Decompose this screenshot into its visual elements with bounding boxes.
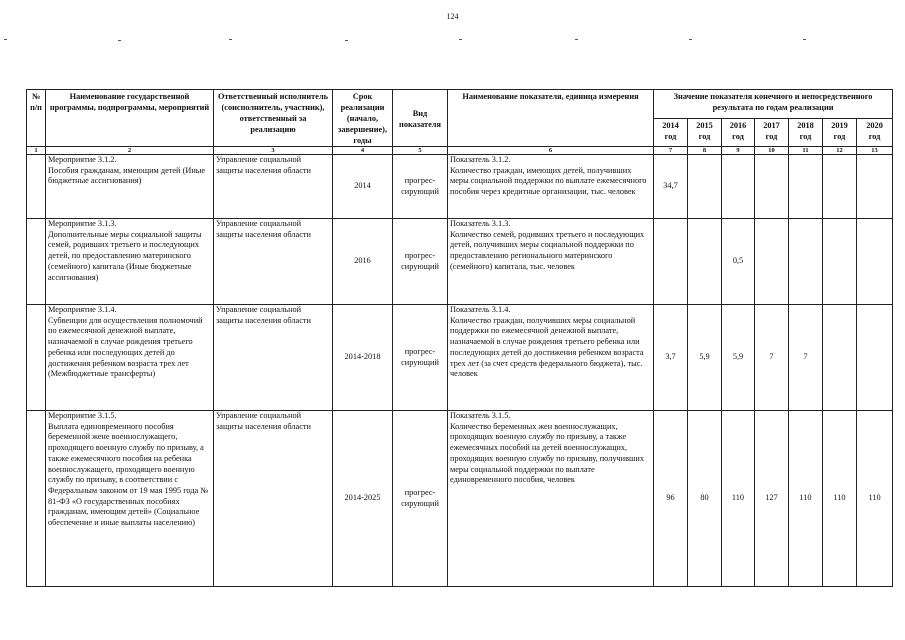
indicator-name-cell: Показатель 3.1.3. Количество семей, родивших третьего и последующих детей, получивших меры социальной поддержки по предоставлению регионального материнского (семейного) капитала, тыс. человек bbox=[448, 219, 654, 305]
period-cell: 2016 bbox=[333, 219, 393, 305]
value-2014: 34,7 bbox=[654, 155, 688, 219]
value-2015: 80 bbox=[688, 411, 722, 587]
value-2014: 3,7 bbox=[654, 305, 688, 411]
column-number: 12 bbox=[823, 147, 857, 155]
header-year-value: 2016 bbox=[729, 121, 747, 130]
header-year-unit: год bbox=[765, 132, 778, 141]
header-row bbox=[27, 90, 893, 119]
value-2019 bbox=[823, 219, 857, 305]
value-2018: 110 bbox=[789, 411, 823, 587]
scan-speck bbox=[575, 39, 578, 40]
period-cell: 2014-2025 bbox=[333, 411, 393, 587]
value-2015 bbox=[688, 155, 722, 219]
header-type: Вид показателя bbox=[393, 90, 448, 147]
scan-speck bbox=[345, 40, 348, 41]
value-2019 bbox=[823, 155, 857, 219]
row-number bbox=[27, 305, 46, 411]
header-year-value: 2014 bbox=[662, 121, 679, 130]
value-2017: 7 bbox=[755, 305, 789, 411]
column-number: 5 bbox=[393, 147, 448, 155]
header-year-value: 2019 bbox=[831, 121, 848, 130]
responsible-cell: Управление социальной защиты населения области bbox=[214, 219, 333, 305]
program-cell: Мероприятие 3.1.5. Выплата единовременного пособия беременной жене военнослужащего, проходящего военную службу по призыву, а также ежемесячного пособия на ребенка военнослужащего, проходящего военную службу по призыву, в соответствии с Федеральным законом от 19 мая 1995 года № 81-ФЗ «О государственных пособиях гражданам, имеющим детей» (Социальное обеспечение и иные выплаты населению) bbox=[46, 411, 214, 587]
value-2016 bbox=[722, 155, 755, 219]
value-2020 bbox=[857, 305, 893, 411]
table-row bbox=[27, 219, 893, 305]
value-2016: 110 bbox=[722, 411, 755, 587]
indicator-name-cell: Показатель 3.1.5. Количество беременных жен военнослужащих, проходящих военную службу по призыву, а также ежемесячных пособий на детей военнослужащих, проходящих военную службу по призыву, получивших меры социальной поддержки по выплате единовременного пособия, человек bbox=[448, 411, 654, 587]
value-2017 bbox=[755, 155, 789, 219]
header-values-group: Значение показателя конечного и непосредственного результата по годам реализации bbox=[654, 90, 893, 119]
indicator-type-cell: прогрес- сирующий bbox=[393, 411, 448, 587]
program-cell: Мероприятие 3.1.2. Пособия гражданам, имеющим детей (Иные бюджетные ассигнования) bbox=[46, 155, 214, 219]
scan-speck bbox=[229, 39, 232, 40]
value-2014: 96 bbox=[654, 411, 688, 587]
indicator-name-cell: Показатель 3.1.4. Количество граждан, получивших меры социальной поддержки по ежемесячной денежной выплате, назначаемой в случае рождения третьего ребенка или последующих детей до достижения ребенком возраста трех лет (за счет средств федерального бюджета), тыс. человек bbox=[448, 305, 654, 411]
table-row bbox=[27, 305, 893, 411]
scan-speck bbox=[459, 39, 462, 40]
header-year-unit: год bbox=[833, 132, 846, 141]
responsible-cell: Управление социальной защиты населения области bbox=[214, 155, 333, 219]
period-cell: 2014 bbox=[333, 155, 393, 219]
header-year-2019 bbox=[823, 119, 857, 147]
value-2018: 7 bbox=[789, 305, 823, 411]
value-2015: 5,9 bbox=[688, 305, 722, 411]
value-2019 bbox=[823, 305, 857, 411]
value-2016: 5,9 bbox=[722, 305, 755, 411]
header-year-2020 bbox=[857, 119, 893, 147]
value-2018 bbox=[789, 155, 823, 219]
column-number: 13 bbox=[857, 147, 893, 155]
row-number bbox=[27, 411, 46, 587]
header-year-value: 2015 bbox=[696, 121, 713, 130]
indicator-type-cell: прогрес- сирующий bbox=[393, 155, 448, 219]
scan-speck bbox=[118, 40, 121, 41]
value-2020: 110 bbox=[857, 411, 893, 587]
header-year-unit: год bbox=[698, 132, 711, 141]
column-number: 6 bbox=[448, 147, 654, 155]
row-number bbox=[27, 219, 46, 305]
value-2017: 127 bbox=[755, 411, 789, 587]
header-year-unit: год bbox=[664, 132, 677, 141]
program-cell: Мероприятие 3.1.3. Дополнительные меры социальной защиты семей, родивших третьего и последующих детей, по предоставлению материнского (семейного) капитала (Иные бюджетные ассигнования) bbox=[46, 219, 214, 305]
header-year-value: 2018 bbox=[797, 121, 814, 130]
indicator-type-cell: прогрес- сирующий bbox=[393, 305, 448, 411]
value-2020 bbox=[857, 155, 893, 219]
value-2015 bbox=[688, 219, 722, 305]
column-number: 3 bbox=[214, 147, 333, 155]
value-2017 bbox=[755, 219, 789, 305]
header-year-2016 bbox=[722, 119, 755, 147]
header-year-unit: год bbox=[732, 132, 744, 141]
header-year-2015 bbox=[688, 119, 722, 147]
responsible-cell: Управление социальной защиты населения области bbox=[214, 411, 333, 587]
value-2014 bbox=[654, 219, 688, 305]
scan-speck bbox=[4, 39, 7, 40]
header-year-value: 2020 bbox=[866, 121, 883, 130]
column-number: 1 bbox=[27, 147, 46, 155]
header-year-2017 bbox=[755, 119, 789, 147]
header-year-unit: год bbox=[799, 132, 812, 141]
column-number: 4 bbox=[333, 147, 393, 155]
program-cell: Мероприятие 3.1.4. Субвенции для осуществления полномочий по ежемесячной денежной выплате, назначаемой в случае рождения третьего ребенка или последующих детей до достижения ребенком возраста трех лет (Межбюджетные трансферты) bbox=[46, 305, 214, 411]
scan-speck bbox=[689, 39, 692, 40]
column-number: 8 bbox=[688, 147, 722, 155]
header-indicator: Наименование показателя, единица измерения bbox=[448, 90, 654, 147]
column-number: 2 bbox=[46, 147, 214, 155]
header-program: Наименование государственной программы, подпрограммы, мероприятий bbox=[46, 90, 214, 147]
responsible-cell: Управление социальной защиты населения области bbox=[214, 305, 333, 411]
table-row bbox=[27, 411, 893, 587]
row-number bbox=[27, 155, 46, 219]
indicators-table bbox=[26, 89, 893, 587]
indicator-name-cell: Показатель 3.1.2. Количество граждан, имеющих детей, получивших меры социальной поддержки по выплате ежемесячного пособия через кредитные организации, тыс. человек bbox=[448, 155, 654, 219]
page-number: 124 bbox=[446, 12, 459, 21]
column-number: 10 bbox=[755, 147, 789, 155]
value-2016: 0,5 bbox=[722, 219, 755, 305]
column-number-row bbox=[27, 147, 893, 155]
table-row bbox=[27, 155, 893, 219]
column-number: 7 bbox=[654, 147, 688, 155]
value-2019: 110 bbox=[823, 411, 857, 587]
header-year-2018 bbox=[789, 119, 823, 147]
header-year-value: 2017 bbox=[763, 121, 780, 130]
column-number: 11 bbox=[789, 147, 823, 155]
value-2020 bbox=[857, 219, 893, 305]
indicator-type-cell: прогрес- сирующий bbox=[393, 219, 448, 305]
column-number: 9 bbox=[722, 147, 755, 155]
header-responsible: Ответственный исполнитель (соисполнитель, участник), ответственный за реализацию bbox=[214, 90, 333, 147]
period-cell: 2014-2018 bbox=[333, 305, 393, 411]
header-year-2014 bbox=[654, 119, 688, 147]
header-num: № п/п bbox=[27, 90, 46, 147]
scan-speck bbox=[803, 39, 806, 40]
header-period: Срок реализации (начало, завершение), годы bbox=[333, 90, 393, 147]
header-year-unit: год bbox=[868, 132, 881, 141]
value-2018 bbox=[789, 219, 823, 305]
